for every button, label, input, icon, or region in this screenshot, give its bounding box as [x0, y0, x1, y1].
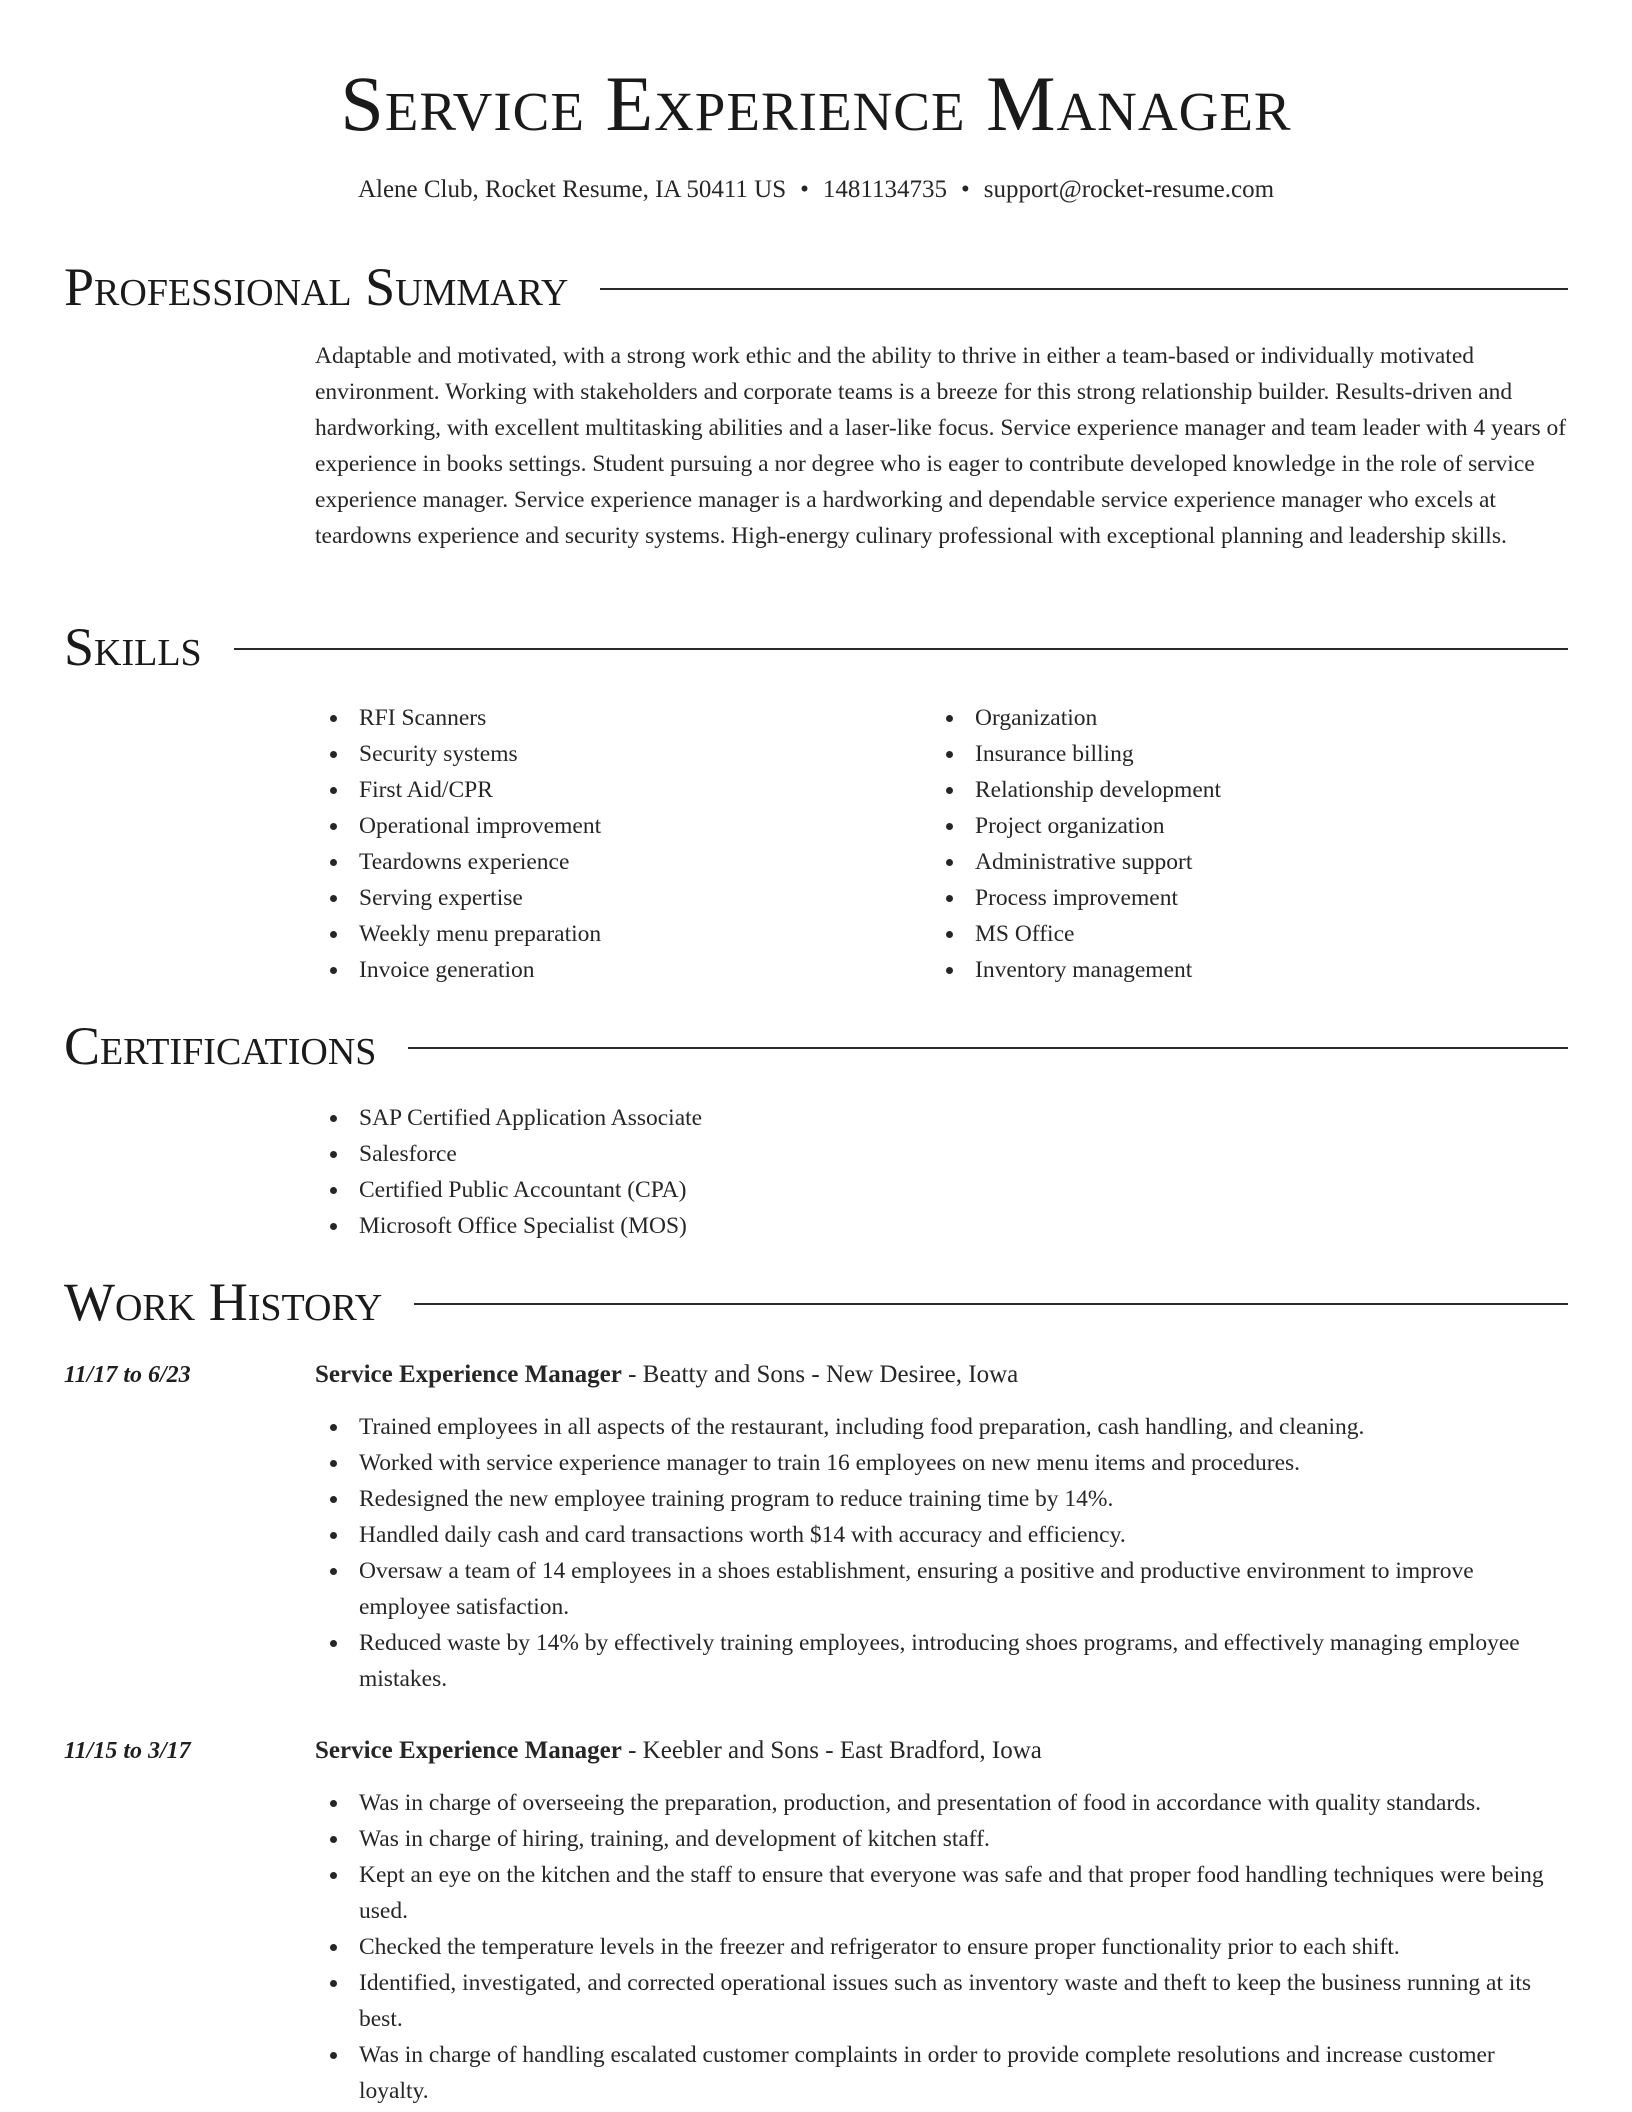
skills-heading-rule [234, 648, 1568, 650]
work-entry-headline [315, 1357, 1018, 1393]
certification-item: SAP Certified Application Associate [315, 1100, 1215, 1136]
duty-item: Kept an eye on the kitchen and the staff to ensure that everyone was safe and that proper food handling techniques were being used. [315, 1857, 1570, 1929]
contact-email: support@rocket-resume.com [983, 176, 1275, 203]
skill-item: Teardowns experience [315, 844, 875, 880]
work-history-heading-rule [414, 1303, 1568, 1305]
duty-item: Was in charge of overseeing the preparation, production, and presentation of food in accordance with quality standards. [315, 1785, 1570, 1821]
work-entry-dates: 11/15 to 3/17 [64, 1738, 191, 1764]
skill-item: RFI Scanners [315, 700, 875, 736]
work-history-heading [64, 1272, 1568, 1332]
certification-item: Certified Public Accountant (CPA) [315, 1172, 1215, 1208]
certifications-heading [64, 1016, 1568, 1076]
skill-item: Inventory management [931, 952, 1531, 988]
work-entry-role: Service Experience Manager [315, 1737, 622, 1764]
work-entry-headline [315, 1733, 1042, 1769]
skill-item: Administrative support [931, 844, 1531, 880]
skill-item: Relationship development [931, 772, 1531, 808]
contact-line [0, 172, 1632, 208]
duty-item: Reduced waste by 14% by effectively training employees, introducing shoes programs, and effectively managing employee mistakes. [315, 1625, 1570, 1697]
skill-item: Invoice generation [315, 952, 875, 988]
work-entry-company-location: - Keebler and Sons - East Bradford, Iowa [621, 1737, 1042, 1764]
duty-item: Was in charge of handling escalated customer complaints in order to provide complete resolutions and increase customer loyalty. [315, 2037, 1570, 2109]
contact-separator: • [800, 176, 809, 203]
work-entry-company-location: - Beatty and Sons - New Desiree, Iowa [621, 1361, 1019, 1388]
skill-item: Operational improvement [315, 808, 875, 844]
skill-item: Project organization [931, 808, 1531, 844]
work-entry-duties [315, 1785, 1570, 2109]
skill-item: Organization [931, 700, 1531, 736]
certifications-heading-rule [408, 1047, 1568, 1049]
duty-item: Identified, investigated, and corrected operational issues such as inventory waste and theft to keep the business running at its best. [315, 1965, 1570, 2037]
resume-name-title: Service Experience Manager [340, 60, 1292, 147]
skills-list-left [315, 700, 875, 988]
skill-item: Process improvement [931, 880, 1531, 916]
skill-item: Serving expertise [315, 880, 875, 916]
duty-item: Trained employees in all aspects of the restaurant, including food preparation, cash handling, and cleaning. [315, 1409, 1570, 1445]
work-entry-role: Service Experience Manager [315, 1361, 622, 1388]
skills-heading-title: Skills [64, 617, 202, 677]
duty-item: Redesigned the new employee training program to reduce training time by 14%. [315, 1481, 1570, 1517]
contact-separator: • [960, 176, 970, 203]
skill-item: Weekly menu preparation [315, 916, 875, 952]
summary-text: Adaptable and motivated, with a strong work ethic and the ability to thrive in either a team-based or individually motivated environment. Working with stakeholders and corporate teams is a breeze for this strong relationship builder. Results-driven and hardworking, with excellent multitasking abilities and a laser-like focus. Service experience manager and team leader with 4 years of experience in books settings. Student pursuing a nor degree who is eager to contribute developed knowledge in the role of service experience manager. Service experience manager is a hardworking and dependable service experience manager who excels at teardowns experience and security systems. High-energy culinary professional with exceptional planning and leadership skills. [315, 343, 1567, 549]
certification-item: Salesforce [315, 1136, 1215, 1172]
summary-heading-title: Professional Summary [64, 257, 569, 317]
certification-item: Microsoft Office Specialist (MOS) [315, 1208, 1215, 1244]
duty-item: Worked with service experience manager to train 16 employees on new menu items and procedures. [315, 1445, 1570, 1481]
contact-phone: 1481134735 [822, 176, 947, 203]
work-history-heading-title: Work History [64, 1272, 383, 1332]
duty-item: Checked the temperature levels in the freezer and refrigerator to ensure proper functionality prior to each shift. [315, 1929, 1570, 1965]
duty-item: Was in charge of hiring, training, and development of kitchen staff. [315, 1821, 1570, 1857]
skill-item: Security systems [315, 736, 875, 772]
summary-heading [64, 257, 1568, 317]
skill-item: MS Office [931, 916, 1531, 952]
certifications-list [315, 1100, 1215, 1244]
skill-item: Insurance billing [931, 736, 1531, 772]
certifications-heading-title: Certifications [64, 1016, 377, 1076]
skill-item: First Aid/CPR [315, 772, 875, 808]
work-entry-duties [315, 1409, 1570, 1697]
skills-heading [64, 617, 1568, 677]
duty-item: Oversaw a team of 14 employees in a shoes establishment, ensuring a positive and productive environment to improve employee satisfaction. [315, 1553, 1570, 1625]
skills-list-right [931, 700, 1531, 988]
work-entry-dates: 11/17 to 6/23 [64, 1362, 191, 1388]
duty-item: Handled daily cash and card transactions worth $14 with accuracy and efficiency. [315, 1517, 1570, 1553]
contact-address: Alene Club, Rocket Resume, IA 50411 US [357, 176, 787, 203]
summary-heading-rule [600, 288, 1568, 290]
